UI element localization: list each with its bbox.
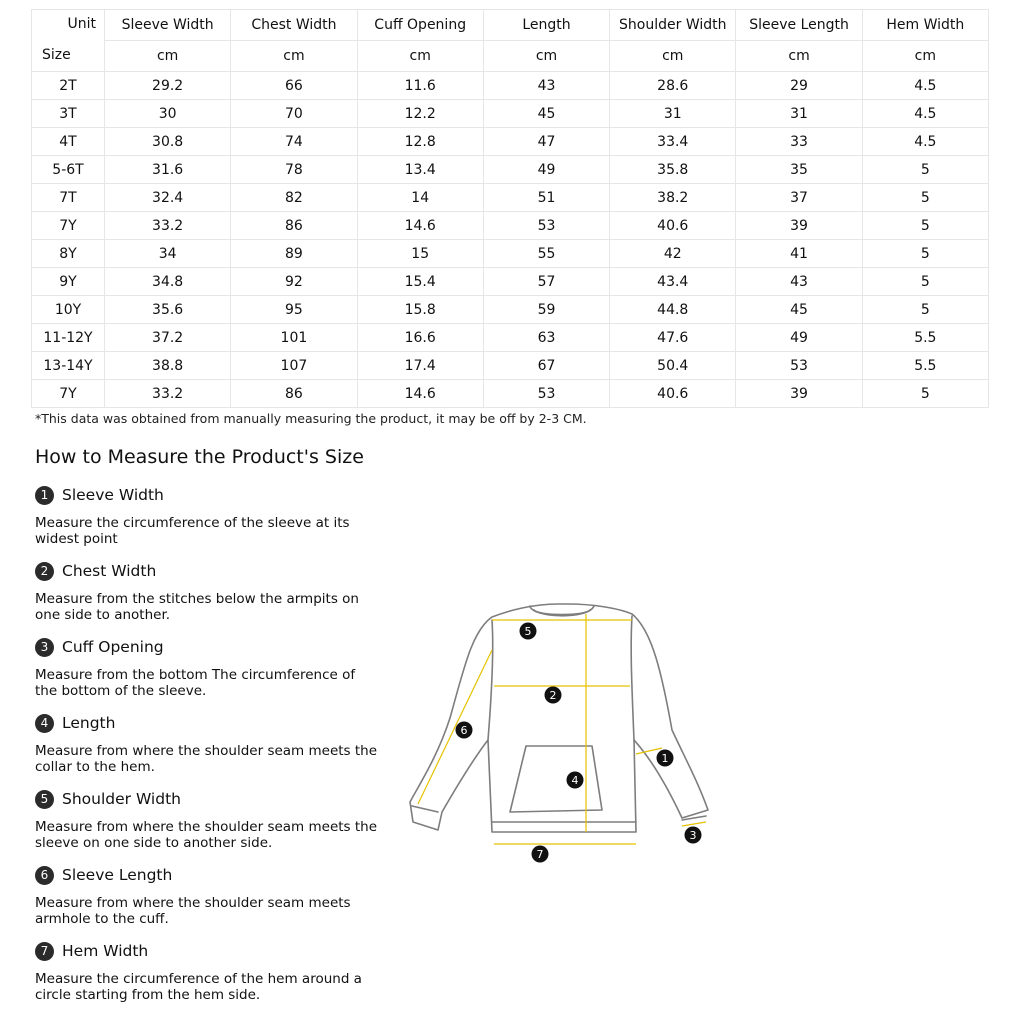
table-cell: 39: [736, 212, 862, 240]
unit-cell: cm: [105, 41, 231, 72]
guide-item-hem-width: [35, 940, 385, 1016]
size-rows: [32, 72, 989, 408]
column-header: Sleeve Length: [736, 10, 862, 41]
size-cell: 7Y: [32, 212, 105, 240]
body-outline: [410, 604, 708, 832]
table-cell: 63: [483, 324, 609, 352]
table-cell: 53: [483, 380, 609, 408]
table-cell: 101: [231, 324, 357, 352]
table-cell: 74: [231, 128, 357, 156]
marker-7: [532, 846, 549, 863]
table-cell: 33: [736, 128, 862, 156]
size-label: Size: [42, 47, 71, 63]
size-cell: 5-6T: [32, 156, 105, 184]
table-cell: 12.8: [357, 128, 483, 156]
marker-label: 7: [536, 848, 544, 861]
table-cell: 30.8: [105, 128, 231, 156]
guide-item-description: Measure from where the shoulder seam meets the sleeve on one side to another side.: [35, 819, 378, 851]
table-cell: 31: [736, 100, 862, 128]
number-badge: 7: [35, 942, 54, 961]
column-header: Hem Width: [862, 10, 988, 41]
table-header-row: [32, 10, 989, 41]
table-cell: 5: [862, 380, 988, 408]
guide-item-title: Chest Width: [62, 562, 157, 580]
number-badge: 4: [35, 714, 54, 733]
number-badge: 5: [35, 790, 54, 809]
table-row: [32, 156, 989, 184]
guide-item-title: Cuff Opening: [62, 638, 164, 656]
kangaroo-pocket: [510, 746, 602, 812]
table-cell: 5.5: [862, 324, 988, 352]
table-cell: 67: [483, 352, 609, 380]
table-row: [32, 100, 989, 128]
guide-item-title: Hem Width: [62, 942, 149, 960]
size-cell: 13-14Y: [32, 352, 105, 380]
table-cell: 47: [483, 128, 609, 156]
table-cell: 43: [736, 268, 862, 296]
unit-cell: cm: [862, 41, 988, 72]
armhole-left: [488, 620, 493, 740]
table-cell: 70: [231, 100, 357, 128]
guide-item-description: Measure from the bottom The circumference of the bottom of the sleeve.: [35, 667, 356, 699]
guide-item-description: Measure the circumference of the sleeve at its widest point: [35, 515, 350, 547]
table-cell: 37.2: [105, 324, 231, 352]
table-cell: 57: [483, 268, 609, 296]
table-cell: 4.5: [862, 72, 988, 100]
size-cell: 10Y: [32, 296, 105, 324]
table-row: [32, 324, 989, 352]
table-cell: 50.4: [610, 352, 736, 380]
table-cell: 4.5: [862, 100, 988, 128]
table-cell: 31: [610, 100, 736, 128]
table-cell: 49: [483, 156, 609, 184]
number-badge: 3: [35, 638, 54, 657]
table-cell: 34.8: [105, 268, 231, 296]
guide-item-length: [35, 712, 385, 788]
guide-item-description: Measure from where the shoulder seam meets armhole to the cuff.: [35, 895, 351, 927]
guide-item-sleeve-length: [35, 864, 385, 940]
table-cell: 5: [862, 240, 988, 268]
marker-6: [456, 722, 473, 739]
table-cell: 37: [736, 184, 862, 212]
number-badge: 1: [35, 486, 54, 505]
size-cell: 7T: [32, 184, 105, 212]
marker-2: [545, 687, 562, 704]
number-badge: 2: [35, 562, 54, 581]
marker-label: 5: [524, 625, 532, 638]
table-cell: 86: [231, 212, 357, 240]
table-cell: 38.2: [610, 184, 736, 212]
guide-item-title: Shoulder Width: [62, 790, 181, 808]
cuff-rib-left: [412, 806, 438, 812]
table-cell: 107: [231, 352, 357, 380]
guide-item-title: Length: [62, 714, 116, 732]
table-cell: 42: [610, 240, 736, 268]
guide-item-title: Sleeve Length: [62, 866, 173, 884]
table-cell: 29: [736, 72, 862, 100]
unit-label: Unit: [67, 16, 96, 32]
cuff-guide-line: [682, 822, 706, 826]
guide-item-description: Measure from where the shoulder seam meets the collar to the hem.: [35, 743, 378, 775]
marker-label: 4: [571, 774, 579, 787]
size-cell: 8Y: [32, 240, 105, 268]
size-cell: 4T: [32, 128, 105, 156]
table-cell: 45: [736, 296, 862, 324]
table-cell: 43: [483, 72, 609, 100]
table-cell: 14: [357, 184, 483, 212]
table-cell: 53: [483, 212, 609, 240]
table-cell: 86: [231, 380, 357, 408]
collar-rib: [534, 610, 590, 615]
table-cell: 45: [483, 100, 609, 128]
number-badge: 6: [35, 866, 54, 885]
table-cell: 43.4: [610, 268, 736, 296]
table-cell: 82: [231, 184, 357, 212]
armhole-right: [631, 616, 634, 740]
guide-item-chest-width: [35, 560, 385, 636]
table-row: [32, 72, 989, 100]
marker-label: 2: [549, 689, 557, 702]
table-cell: 5: [862, 156, 988, 184]
sweatshirt-outline: [410, 604, 708, 832]
table-row: [32, 296, 989, 324]
measurement-guide: [35, 484, 385, 1016]
marker-label: 3: [689, 829, 697, 842]
table-cell: 33.2: [105, 380, 231, 408]
table-cell: 14.6: [357, 212, 483, 240]
table-cell: 4.5: [862, 128, 988, 156]
table-cell: 38.8: [105, 352, 231, 380]
guide-item-description: Measure the circumference of the hem around a circle starting from the hem side.: [35, 971, 362, 1003]
guide-item-sleeve-width: [35, 484, 385, 560]
table-cell: 5: [862, 296, 988, 324]
table-cell: 30: [105, 100, 231, 128]
column-header: Cuff Opening: [357, 10, 483, 41]
table-row: [32, 128, 989, 156]
table-cell: 15.4: [357, 268, 483, 296]
column-header: Length: [483, 10, 609, 41]
marker-label: 6: [460, 724, 468, 737]
size-cell: 9Y: [32, 268, 105, 296]
marker-5: [520, 623, 537, 640]
column-header: Chest Width: [231, 10, 357, 41]
marker-3: [685, 827, 702, 844]
table-row: [32, 268, 989, 296]
table-row: [32, 352, 989, 380]
table-cell: 17.4: [357, 352, 483, 380]
guide-item-description: Measure from the stitches below the armpits on one side to another.: [35, 591, 359, 623]
table-cell: 33.4: [610, 128, 736, 156]
size-cell: 3T: [32, 100, 105, 128]
table-cell: 11.6: [357, 72, 483, 100]
table-row: [32, 184, 989, 212]
table-cell: 15: [357, 240, 483, 268]
marker-label: 1: [661, 752, 669, 765]
section-title: How to Measure the Product's Size: [35, 446, 364, 468]
guide-item-cuff-opening: [35, 636, 385, 712]
table-cell: 92: [231, 268, 357, 296]
table-cell: 32.4: [105, 184, 231, 212]
size-cell: 7Y: [32, 380, 105, 408]
table-row: [32, 212, 989, 240]
table-cell: 59: [483, 296, 609, 324]
table-cell: 44.8: [610, 296, 736, 324]
table-cell: 33.2: [105, 212, 231, 240]
table-cell: 16.6: [357, 324, 483, 352]
unit-cell: cm: [231, 41, 357, 72]
table-cell: 31.6: [105, 156, 231, 184]
measurement-note: *This data was obtained from manually measuring the product, it may be off by 2-3 CM.: [35, 411, 587, 426]
table-cell: 47.6: [610, 324, 736, 352]
table-cell: 13.4: [357, 156, 483, 184]
table-cell: 28.6: [610, 72, 736, 100]
table-cell: 29.2: [105, 72, 231, 100]
column-header: Sleeve Width: [105, 10, 231, 41]
marker-1: [657, 750, 674, 767]
sleeve-length-guide-line: [418, 650, 492, 804]
table-cell: 41: [736, 240, 862, 268]
table-cell: 55: [483, 240, 609, 268]
guide-item-shoulder-width: [35, 788, 385, 864]
unit-cell: cm: [357, 41, 483, 72]
table-cell: 12.2: [357, 100, 483, 128]
unit-cell: cm: [736, 41, 862, 72]
marker-4: [567, 772, 584, 789]
table-cell: 40.6: [610, 212, 736, 240]
table-row: [32, 380, 989, 408]
table-cell: 5: [862, 268, 988, 296]
units-row: [32, 41, 989, 72]
table-cell: 15.8: [357, 296, 483, 324]
table-row: [32, 240, 989, 268]
guide-item-title: Sleeve Width: [62, 486, 164, 504]
table-cell: 5: [862, 212, 988, 240]
table-cell: 34: [105, 240, 231, 268]
table-cell: 35: [736, 156, 862, 184]
size-cell: 11-12Y: [32, 324, 105, 352]
table-cell: 51: [483, 184, 609, 212]
table-cell: 49: [736, 324, 862, 352]
column-header: Shoulder Width: [610, 10, 736, 41]
table-cell: 35.8: [610, 156, 736, 184]
unit-cell: cm: [610, 41, 736, 72]
table-cell: 14.6: [357, 380, 483, 408]
size-cell: 2T: [32, 72, 105, 100]
unit-cell: cm: [483, 41, 609, 72]
table-cell: 89: [231, 240, 357, 268]
table-cell: 39: [736, 380, 862, 408]
table-cell: 95: [231, 296, 357, 324]
table-corner-cell: [32, 10, 105, 72]
table-cell: 5.5: [862, 352, 988, 380]
table-cell: 5: [862, 184, 988, 212]
table-cell: 53: [736, 352, 862, 380]
table-cell: 66: [231, 72, 357, 100]
table-cell: 40.6: [610, 380, 736, 408]
table-cell: 78: [231, 156, 357, 184]
table-cell: 35.6: [105, 296, 231, 324]
size-chart-table: [31, 9, 989, 408]
sweatshirt-diagram: [400, 590, 720, 870]
